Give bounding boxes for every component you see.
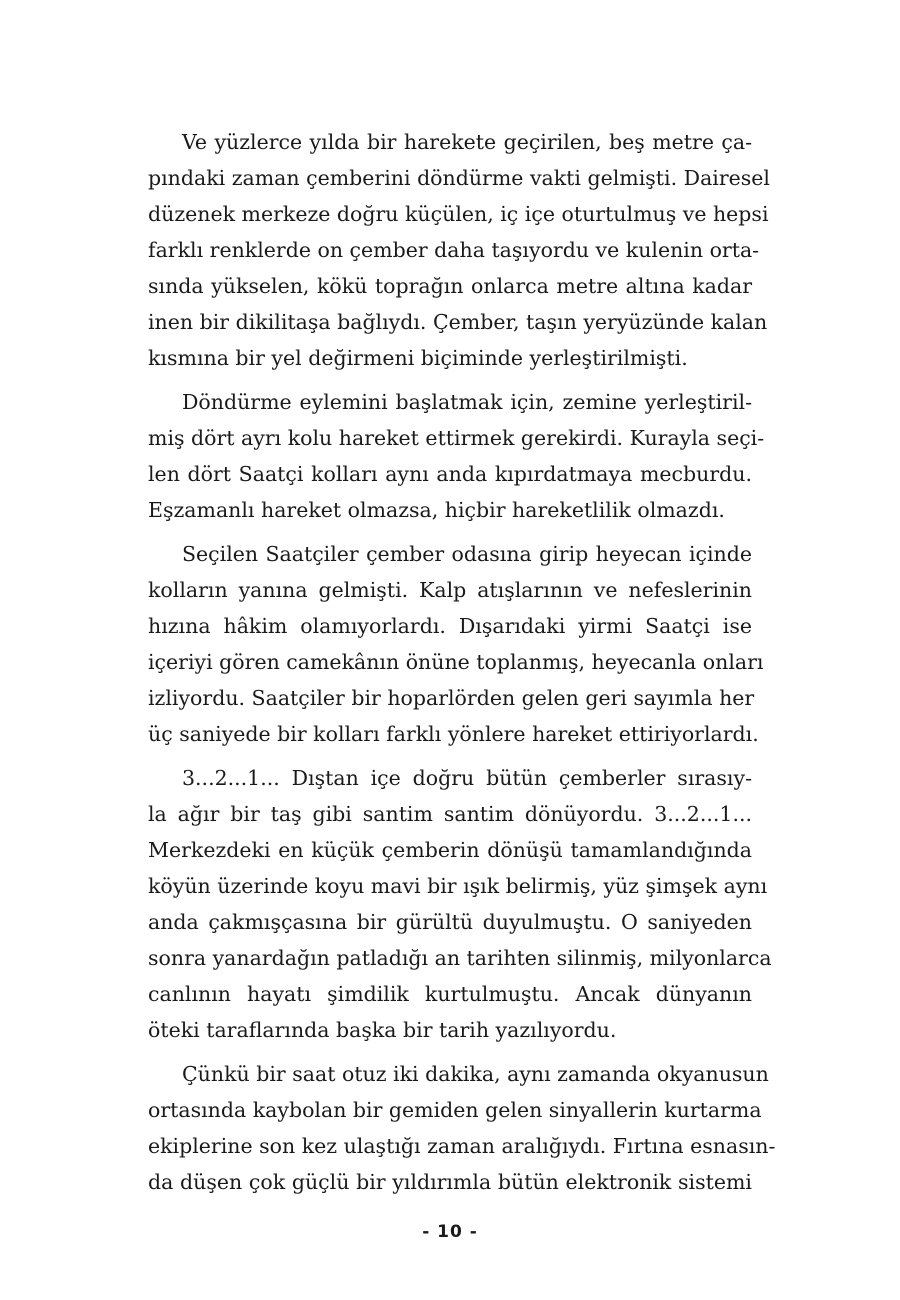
paragraph-1: [148, 124, 770, 376]
text-line: farklı renklerde on çember daha taşıyordu ve kulenin orta-: [148, 238, 760, 262]
text-line: sında yükselen, kökü toprağın onlarca metre altına kadar: [148, 274, 752, 298]
text-line: kısmına bir yel değirmeni biçiminde yerleştirilmişti.: [148, 346, 688, 370]
text-line: sonra yanardağın patladığı an tarihten silinmiş, milyonlarca: [148, 946, 772, 970]
text-line: hızına hâkim olamıyorlardı. Dışarıdaki yirmi Saatçi ise: [148, 614, 752, 638]
text-line: canlının hayatı şimdilik kurtulmuştu. Ancak dünyanın: [148, 982, 752, 1006]
page-number: - 10 -: [422, 1222, 478, 1242]
text-line: Merkezdeki en küçük çemberin dönüşü tamamlandığında: [148, 838, 752, 862]
text-line: ortasında kaybolan bir gemiden gelen sinyallerin kurtarma: [148, 1098, 762, 1122]
text-line: içeriyi gören camekânın önüne toplanmış, heyecanla onları: [148, 650, 764, 674]
paragraph-3: [148, 536, 764, 752]
text-line: inen bir dikilitaşa bağlıydı. Çember, taşın yeryüzünde kalan: [148, 310, 768, 334]
paragraph-4: [148, 760, 772, 1048]
text-line: Eşzamanlı hareket olmazsa, hiçbir hareketlilik olmazdı.: [148, 498, 725, 522]
text-line: anda çakmışçasına bir gürültü duyulmuştu. O saniyeden: [148, 910, 752, 934]
text-line: 3...2...1... Dıştan içe doğru bütün çemberler sırasıy-: [182, 766, 752, 790]
text-line: üç saniyede bir kolları farklı yönlere hareket ettiriyorlardı.: [148, 722, 759, 746]
text-line: ekiplerine son kez ulaştığı zaman aralığıydı. Fırtına esnasın-: [148, 1134, 776, 1158]
text-line: da düşen çok güçlü bir yıldırımla bütün elektronik sistemi: [148, 1170, 752, 1194]
text-line: düzenek merkeze doğru küçülen, iç içe oturtulmuş ve hepsi: [148, 202, 769, 226]
paragraph-2: [148, 384, 765, 528]
text-line: la ağır bir taş gibi santim santim dönüyordu. 3...2...1...: [148, 802, 752, 826]
text-line: izliyordu. Saatçiler bir hoparlörden gelen geri sayımla her: [148, 686, 755, 710]
text-line: miş dört ayrı kolu hareket ettirmek gerekirdi. Kurayla seçi-: [148, 426, 765, 450]
page-body-text: [148, 124, 776, 1200]
text-line: köyün üzerinde koyu mavi bir ışık belirmiş, yüz şimşek aynı: [148, 874, 768, 898]
text-line: Çünkü bir saat otuz iki dakika, aynı zamanda okyanusun: [182, 1062, 769, 1086]
text-line: öteki taraflarında başka bir tarih yazılıyordu.: [148, 1018, 617, 1042]
text-line: Seçilen Saatçiler çember odasına girip heyecan içinde: [182, 542, 752, 566]
text-line: kolların yanına gelmişti. Kalp atışlarının ve nefeslerinin: [148, 578, 752, 602]
paragraph-5: [148, 1056, 776, 1200]
text-line: Döndürme eylemini başlatmak için, zemine yerleştiril-: [182, 390, 752, 414]
text-line: pındaki zaman çemberini döndürme vakti gelmişti. Dairesel: [148, 166, 770, 190]
text-line: len dört Saatçi kolları aynı anda kıpırdatmaya mecburdu.: [148, 462, 752, 486]
text-line: Ve yüzlerce yılda bir harekete geçirilen, beş metre ça-: [182, 130, 752, 154]
